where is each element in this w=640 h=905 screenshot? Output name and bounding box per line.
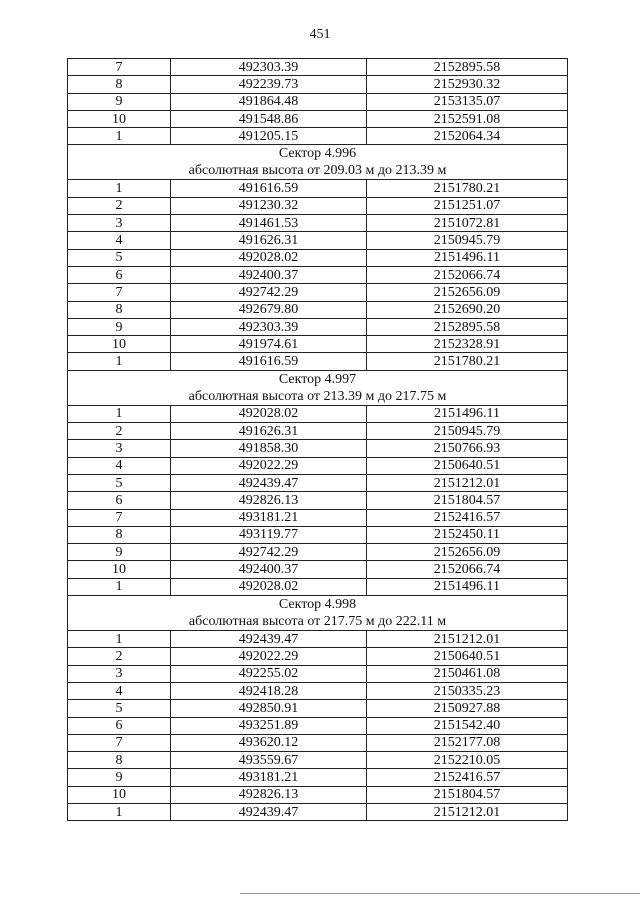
point-number-cell: 7: [68, 59, 171, 76]
x-coordinate-cell: 491548.86: [171, 110, 367, 127]
x-coordinate-cell: 491974.61: [171, 336, 367, 353]
y-coordinate-cell: 2150461.08: [367, 665, 568, 682]
table-row: [68, 769, 568, 786]
page-bottom-rule: [240, 893, 640, 894]
point-number-cell: 1: [68, 631, 171, 648]
point-number-cell: 9: [68, 769, 171, 786]
point-number-cell: 4: [68, 682, 171, 699]
y-coordinate-cell: 2150945.79: [367, 423, 568, 440]
x-coordinate-cell: 491616.59: [171, 180, 367, 197]
table-row: [68, 526, 568, 543]
x-coordinate-cell: 491864.48: [171, 93, 367, 110]
y-coordinate-cell: 2150766.93: [367, 440, 568, 457]
table-row: [68, 786, 568, 803]
table-row: [68, 353, 568, 370]
x-coordinate-cell: 492022.29: [171, 648, 367, 665]
sector-altitude-row: [68, 162, 568, 180]
table-row: [68, 734, 568, 751]
y-coordinate-cell: 2151542.40: [367, 717, 568, 734]
table-row: [68, 457, 568, 474]
x-coordinate-cell: 493181.21: [171, 769, 367, 786]
point-number-cell: 1: [68, 128, 171, 145]
x-coordinate-cell: 492255.02: [171, 665, 367, 682]
x-coordinate-cell: 492400.37: [171, 561, 367, 578]
table-row: [68, 128, 568, 145]
point-number-cell: 5: [68, 474, 171, 491]
x-coordinate-cell: 492303.39: [171, 59, 367, 76]
point-number-cell: 4: [68, 232, 171, 249]
coordinates-table: [67, 58, 568, 821]
point-number-cell: 7: [68, 734, 171, 751]
y-coordinate-cell: 2151212.01: [367, 631, 568, 648]
table-row: [68, 284, 568, 301]
x-coordinate-cell: 492439.47: [171, 803, 367, 820]
y-coordinate-cell: 2152066.74: [367, 561, 568, 578]
x-coordinate-cell: 491205.15: [171, 128, 367, 145]
x-coordinate-cell: 491626.31: [171, 232, 367, 249]
point-number-cell: 3: [68, 440, 171, 457]
y-coordinate-cell: 2152656.09: [367, 544, 568, 561]
table-row: [68, 803, 568, 820]
x-coordinate-cell: 493559.67: [171, 752, 367, 769]
table-row: [68, 544, 568, 561]
x-coordinate-cell: 493620.12: [171, 734, 367, 751]
y-coordinate-cell: 2150945.79: [367, 232, 568, 249]
x-coordinate-cell: 493251.89: [171, 717, 367, 734]
x-coordinate-cell: 492439.47: [171, 474, 367, 491]
table-row: [68, 474, 568, 491]
point-number-cell: 10: [68, 561, 171, 578]
table-row: [68, 110, 568, 127]
x-coordinate-cell: 492742.29: [171, 544, 367, 561]
point-number-cell: 8: [68, 526, 171, 543]
y-coordinate-cell: 2152210.05: [367, 752, 568, 769]
sector-altitude-row: [68, 613, 568, 631]
y-coordinate-cell: 2150927.88: [367, 700, 568, 717]
y-coordinate-cell: 2151496.11: [367, 249, 568, 266]
point-number-cell: 2: [68, 648, 171, 665]
point-number-cell: 6: [68, 717, 171, 734]
y-coordinate-cell: 2150335.23: [367, 682, 568, 699]
point-number-cell: 5: [68, 249, 171, 266]
sector-altitude-range: абсолютная высота от 209.03 м до 213.39 м: [68, 162, 568, 180]
y-coordinate-cell: 2151780.21: [367, 180, 568, 197]
table-row: [68, 336, 568, 353]
table-row: [68, 561, 568, 578]
x-coordinate-cell: 492303.39: [171, 318, 367, 335]
y-coordinate-cell: 2150640.51: [367, 648, 568, 665]
point-number-cell: 1: [68, 353, 171, 370]
point-number-cell: 9: [68, 93, 171, 110]
sector-title-row: [68, 145, 568, 163]
x-coordinate-cell: 492826.13: [171, 492, 367, 509]
point-number-cell: 1: [68, 803, 171, 820]
y-coordinate-cell: 2152895.58: [367, 59, 568, 76]
sector-title: Сектор 4.996: [68, 145, 568, 163]
table-row: [68, 318, 568, 335]
y-coordinate-cell: 2152416.57: [367, 509, 568, 526]
table-row: [68, 509, 568, 526]
point-number-cell: 3: [68, 665, 171, 682]
x-coordinate-cell: 492028.02: [171, 578, 367, 595]
point-number-cell: 1: [68, 578, 171, 595]
point-number-cell: 5: [68, 700, 171, 717]
table-row: [68, 648, 568, 665]
table-row: [68, 93, 568, 110]
y-coordinate-cell: 2151780.21: [367, 353, 568, 370]
y-coordinate-cell: 2153135.07: [367, 93, 568, 110]
x-coordinate-cell: 493119.77: [171, 526, 367, 543]
y-coordinate-cell: 2151212.01: [367, 474, 568, 491]
x-coordinate-cell: 492028.02: [171, 249, 367, 266]
point-number-cell: 10: [68, 110, 171, 127]
y-coordinate-cell: 2151496.11: [367, 578, 568, 595]
table-row: [68, 578, 568, 595]
point-number-cell: 9: [68, 544, 171, 561]
table-row: [68, 197, 568, 214]
sector-title-row: [68, 596, 568, 614]
x-coordinate-cell: 491461.53: [171, 215, 367, 232]
point-number-cell: 1: [68, 405, 171, 422]
y-coordinate-cell: 2152416.57: [367, 769, 568, 786]
sector-title: Сектор 4.998: [68, 596, 568, 614]
point-number-cell: 7: [68, 284, 171, 301]
y-coordinate-cell: 2152328.91: [367, 336, 568, 353]
y-coordinate-cell: 2151212.01: [367, 803, 568, 820]
y-coordinate-cell: 2151496.11: [367, 405, 568, 422]
point-number-cell: 3: [68, 215, 171, 232]
table-row: [68, 682, 568, 699]
table-row: [68, 232, 568, 249]
point-number-cell: 8: [68, 752, 171, 769]
sector-altitude-row: [68, 388, 568, 406]
x-coordinate-cell: 492239.73: [171, 76, 367, 93]
page-number: 451: [309, 27, 331, 42]
x-coordinate-cell: 492400.37: [171, 266, 367, 283]
x-coordinate-cell: 492742.29: [171, 284, 367, 301]
table-row: [68, 59, 568, 76]
y-coordinate-cell: 2152591.08: [367, 110, 568, 127]
point-number-cell: 7: [68, 509, 171, 526]
y-coordinate-cell: 2152656.09: [367, 284, 568, 301]
table-row: [68, 423, 568, 440]
point-number-cell: 10: [68, 336, 171, 353]
x-coordinate-cell: 492418.28: [171, 682, 367, 699]
x-coordinate-cell: 492028.02: [171, 405, 367, 422]
x-coordinate-cell: 492439.47: [171, 631, 367, 648]
y-coordinate-cell: 2152066.74: [367, 266, 568, 283]
y-coordinate-cell: 2152064.34: [367, 128, 568, 145]
table-row: [68, 405, 568, 422]
y-coordinate-cell: 2152690.20: [367, 301, 568, 318]
y-coordinate-cell: 2150640.51: [367, 457, 568, 474]
y-coordinate-cell: 2151804.57: [367, 492, 568, 509]
point-number-cell: 4: [68, 457, 171, 474]
y-coordinate-cell: 2151804.57: [367, 786, 568, 803]
point-number-cell: 10: [68, 786, 171, 803]
table-row: [68, 717, 568, 734]
table-row: [68, 631, 568, 648]
x-coordinate-cell: 491230.32: [171, 197, 367, 214]
x-coordinate-cell: 492022.29: [171, 457, 367, 474]
point-number-cell: 1: [68, 180, 171, 197]
table-row: [68, 180, 568, 197]
y-coordinate-cell: 2152930.32: [367, 76, 568, 93]
point-number-cell: 2: [68, 423, 171, 440]
table-row: [68, 492, 568, 509]
y-coordinate-cell: 2152895.58: [367, 318, 568, 335]
table-row: [68, 752, 568, 769]
x-coordinate-cell: 491626.31: [171, 423, 367, 440]
x-coordinate-cell: 492826.13: [171, 786, 367, 803]
x-coordinate-cell: 493181.21: [171, 509, 367, 526]
table-row: [68, 266, 568, 283]
y-coordinate-cell: 2152177.08: [367, 734, 568, 751]
point-number-cell: 9: [68, 318, 171, 335]
coordinates-table-body: [68, 59, 568, 821]
table-row: [68, 665, 568, 682]
sector-altitude-range: абсолютная высота от 213.39 м до 217.75 м: [68, 388, 568, 406]
y-coordinate-cell: 2152450.11: [367, 526, 568, 543]
sector-title-row: [68, 370, 568, 388]
table-row: [68, 700, 568, 717]
point-number-cell: 6: [68, 492, 171, 509]
x-coordinate-cell: 492850.91: [171, 700, 367, 717]
table-row: [68, 440, 568, 457]
x-coordinate-cell: 491858.30: [171, 440, 367, 457]
table-row: [68, 249, 568, 266]
table-row: [68, 301, 568, 318]
point-number-cell: 8: [68, 76, 171, 93]
y-coordinate-cell: 2151072.81: [367, 215, 568, 232]
point-number-cell: 6: [68, 266, 171, 283]
x-coordinate-cell: 492679.80: [171, 301, 367, 318]
sector-altitude-range: абсолютная высота от 217.75 м до 222.11 м: [68, 613, 568, 631]
point-number-cell: 2: [68, 197, 171, 214]
sector-title: Сектор 4.997: [68, 370, 568, 388]
table-row: [68, 215, 568, 232]
x-coordinate-cell: 491616.59: [171, 353, 367, 370]
point-number-cell: 8: [68, 301, 171, 318]
y-coordinate-cell: 2151251.07: [367, 197, 568, 214]
table-row: [68, 76, 568, 93]
